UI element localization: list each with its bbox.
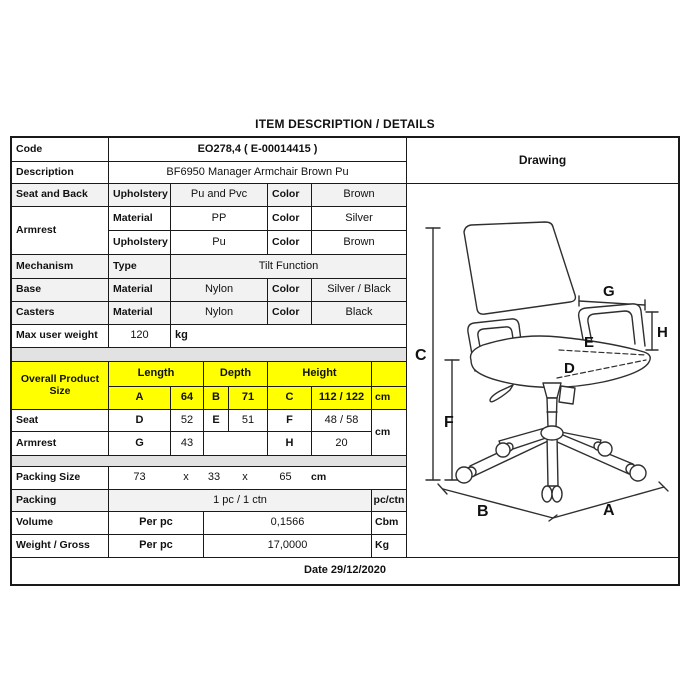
- packing-size-label: Packing Size: [12, 467, 108, 489]
- overall-height-key: C: [268, 387, 311, 409]
- packing-x-1: x: [183, 471, 189, 484]
- overall-length-key: A: [109, 387, 170, 409]
- code-label: Code: [12, 138, 108, 161]
- overall-height-value: 112 / 122: [312, 387, 371, 409]
- armrest-color-label-2: Color: [268, 231, 311, 254]
- overall-unit: cm: [372, 387, 406, 409]
- seat-e-key: E: [204, 410, 228, 431]
- packing-x-2: x: [242, 471, 248, 484]
- seat-back-color-label: Color: [268, 184, 311, 206]
- base-color-value: Silver / Black: [312, 279, 406, 301]
- armrest-g-key: G: [109, 432, 170, 455]
- dim-label-g: G: [603, 283, 615, 300]
- packing-label: Packing: [12, 490, 108, 511]
- dim-label-a: A: [603, 502, 615, 519]
- armrest-g-value: 43: [171, 432, 203, 455]
- size-section-title: Overall Product Size: [12, 362, 108, 409]
- drawing-header: Drawing: [407, 138, 678, 183]
- packing-dim-1: 73: [133, 471, 146, 484]
- mechanism-value: Tilt Function: [171, 255, 406, 278]
- mechanism-label: Mechanism: [12, 255, 108, 278]
- size-header-unit-spacer: [372, 362, 406, 386]
- max-weight-unit: kg: [171, 325, 406, 347]
- casters-label: Casters: [12, 302, 108, 324]
- description-value: BF6950 Manager Armchair Brown Pu: [109, 162, 406, 183]
- height-header: Height: [268, 362, 371, 386]
- dim-label-c: C: [415, 347, 427, 364]
- seat-f-value: 48 / 58: [312, 410, 371, 431]
- armrest-attr-2: Upholstery: [109, 231, 170, 254]
- seat-back-label: Seat and Back: [12, 184, 108, 206]
- armrest-h-key: H: [268, 432, 311, 455]
- max-weight-label: Max user weight: [12, 325, 108, 347]
- armrest-attr-1: Material: [109, 207, 170, 230]
- dim-label-d: D: [564, 360, 575, 377]
- armrest-color-label-1: Color: [268, 207, 311, 230]
- separator-row: [12, 348, 406, 361]
- armrest-empty-cell: [204, 432, 267, 455]
- casters-attr: Material: [109, 302, 170, 324]
- dim-label-b: B: [477, 503, 489, 520]
- seat-d-value: 52: [171, 410, 203, 431]
- dim-label-f: F: [444, 414, 454, 431]
- seat-e-value: 51: [229, 410, 267, 431]
- armrest-size-label: Armrest: [12, 432, 108, 455]
- seat-back-color-value: Brown: [312, 184, 406, 206]
- weight-value: 17,0000: [204, 535, 371, 557]
- chair-drawing: [407, 184, 678, 557]
- weight-label: Weight / Gross: [12, 535, 108, 557]
- length-header: Length: [109, 362, 203, 386]
- packing-unit: pc/ctn: [372, 490, 406, 511]
- overall-length-value: 64: [171, 387, 203, 409]
- volume-value: 0,1566: [204, 512, 371, 534]
- dim-label-h: H: [657, 324, 668, 341]
- weight-unit: Kg: [372, 535, 406, 557]
- volume-unit: Cbm: [372, 512, 406, 534]
- chair-drawing-svg: [407, 184, 678, 557]
- seat-back-attr: Upholstery: [109, 184, 170, 206]
- armrest-color-value-2: Brown: [312, 231, 406, 254]
- volume-label: Volume: [12, 512, 108, 534]
- max-weight-value: 120: [109, 325, 170, 347]
- volume-per: Per pc: [109, 512, 203, 534]
- mechanism-attr: Type: [109, 255, 170, 278]
- separator-row: [12, 456, 406, 466]
- packing-size-unit: cm: [311, 471, 327, 484]
- base-label: Base: [12, 279, 108, 301]
- armrest-value-1: PP: [171, 207, 267, 230]
- dim-label-e: E: [584, 334, 595, 351]
- casters-value: Nylon: [171, 302, 267, 324]
- base-value: Nylon: [171, 279, 267, 301]
- base-attr: Material: [109, 279, 170, 301]
- seat-f-key: F: [268, 410, 311, 431]
- casters-color-value: Black: [312, 302, 406, 324]
- depth-header: Depth: [204, 362, 267, 386]
- packing-dim-3: 65: [279, 471, 292, 484]
- code-value: EO278,4 ( E-00014415 ): [109, 138, 406, 161]
- seat-size-label: Seat: [12, 410, 108, 431]
- overall-depth-key: B: [204, 387, 228, 409]
- seat-d-key: D: [109, 410, 170, 431]
- packing-size-values: [109, 467, 406, 489]
- armrest-label: Armrest: [12, 207, 108, 254]
- overall-depth-value: 71: [229, 387, 267, 409]
- packing-dim-2: 33: [207, 471, 221, 484]
- armrest-value-2: Pu: [171, 231, 267, 254]
- spec-table: [10, 136, 680, 586]
- page-title: ITEM DESCRIPTION / DETAILS: [255, 117, 435, 131]
- packing-value: 1 pc / 1 ctn: [109, 490, 371, 511]
- armrest-color-value-1: Silver: [312, 207, 406, 230]
- base-color-label: Color: [268, 279, 311, 301]
- armrest-h-value: 20: [312, 432, 371, 455]
- seat-back-value: Pu and Pvc: [171, 184, 267, 206]
- seat-armrest-unit: cm: [372, 410, 406, 455]
- description-label: Description: [12, 162, 108, 183]
- weight-per: Per pc: [109, 535, 203, 557]
- casters-color-label: Color: [268, 302, 311, 324]
- date-row: Date 29/12/2020: [12, 558, 678, 584]
